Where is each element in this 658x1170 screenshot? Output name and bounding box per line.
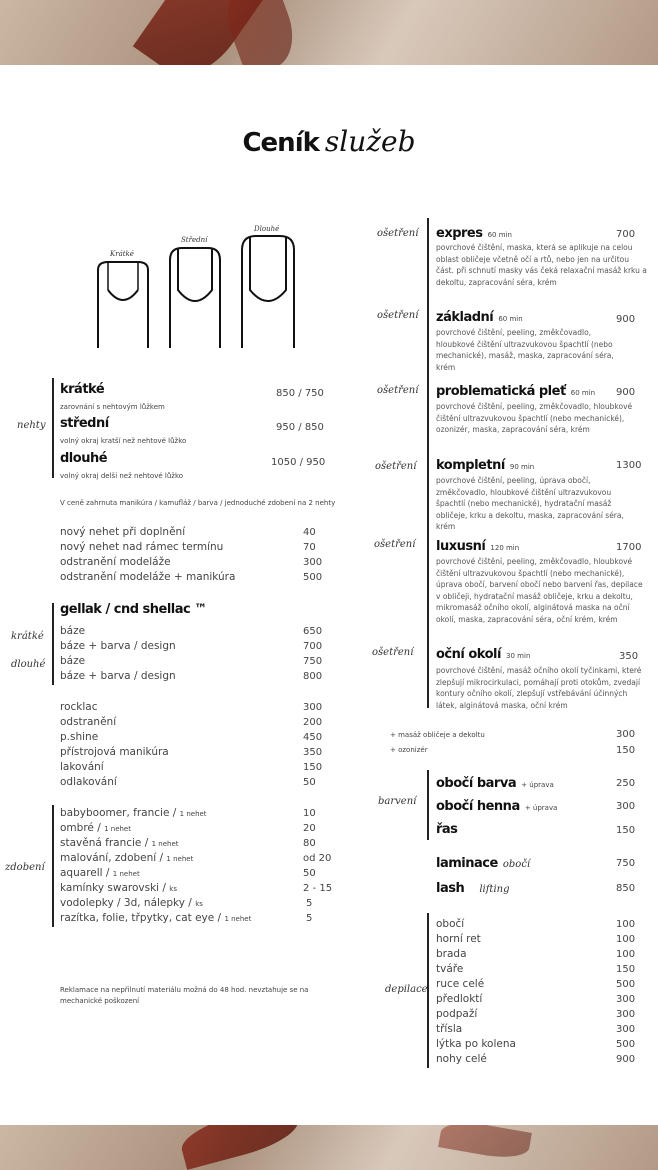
gel-item-price: 800 [303,671,323,682]
section-label-zdobeni: zdobení [5,862,45,873]
extra-item-price: 300 [303,557,323,568]
section-label-osetreni: ošetření [377,385,419,396]
zdobeni-item-price: 50 [303,868,316,879]
barveni-item-extra: + úprava [521,781,554,789]
gel-item-name: báze + barva / design [60,670,176,682]
extra-item-name: odstranění modeláže + manikúra [60,571,236,583]
top-banner-image [0,0,658,65]
gel-header: gellak / cnd shellac ™ [60,602,207,617]
section-label-osetreni: ošetření [374,539,416,550]
extra-item-price: 500 [303,572,323,583]
zdobeni-item-unit: 1 nehet [166,855,194,863]
zdobeni-item-price: 80 [303,838,316,849]
gel-item-price: 700 [303,641,323,652]
nail-label-mid: Střední [181,236,208,244]
gel-label-short: krátké [11,631,44,642]
section-label-osetreni: ošetření [377,310,419,321]
section-label-osetreni: ošetření [377,228,419,239]
treatment-name: problematická pleť [436,384,566,399]
lash-name: lash [436,881,465,896]
gel-item-name: báze + barva / design [60,640,176,652]
other-item-price: 450 [303,732,323,743]
page-title: Ceník služeb [242,125,416,158]
other-item-price: 50 [303,777,316,788]
treatment-price: 700 [616,229,636,240]
zdobeni-item-price: 5 [306,898,313,909]
other-item-name: lakování [60,761,104,773]
depilace-item-price: 300 [616,994,636,1005]
barveni-item-extra: + úprava [524,804,558,812]
zdobeni-item-name: stavěná francie / [60,837,152,849]
section-label-nehty: nehty [17,420,46,431]
lash-price: 850 [616,883,636,894]
nail-item-desc: zarovnání s nehtovým lůžkem [60,403,165,411]
gel-label-long: dlouhé [11,659,46,670]
treatment-name: základní [436,310,494,325]
depilace-item-name: horní ret [436,933,481,945]
gel-item-name: báze [60,655,86,667]
zdobeni-item-price: 10 [303,808,316,819]
addon-name: + ozonizér [390,746,428,754]
depilace-item-name: obočí [436,918,465,930]
extra-item-name: odstranění modeláže [60,556,171,568]
zdobeni-item-price: 5 [306,913,313,924]
section-label-barveni: barvení [378,796,417,807]
treatment-price: 900 [616,314,636,325]
other-item-price: 150 [303,762,323,773]
nail-item-price: 950 / 850 [276,422,324,433]
treatment-name: luxusní [436,539,486,554]
treatment-desc: povrchové čištění, peeling, změkčovadlo, hloubkové čištění ultrazvukovou špachtlí (nebo mechanické), masáž, maska, zapracování séra, krém [436,328,614,372]
depilace-item-price: 100 [616,934,636,945]
barveni-item-name: obočí henna [436,799,520,814]
nail-item-name: krátké [60,382,105,397]
zdobeni-item-price: 2 - 15 [303,883,333,894]
barveni-item-name: řas [436,822,458,837]
zdobeni-item-unit: ks [169,885,177,893]
depilace-item-price: 900 [616,1054,636,1065]
divider [52,603,54,685]
depilace-item-price: 150 [616,964,636,975]
zdobeni-item-price: 20 [303,823,316,834]
depilace-item-name: předloktí [436,993,483,1005]
depilace-item-price: 100 [616,919,636,930]
nail-label-short: Krátké [110,250,134,258]
gel-item-name: báze [60,625,86,637]
depilace-item-name: ruce celé [436,978,485,990]
zdobeni-item-name: malování, zdobení / [60,852,167,864]
zdobeni-item-name: razítka, folie, třpytky, cat eye / [60,912,225,924]
addon-price: 300 [616,729,636,740]
treatment-time: 60 min [570,389,596,397]
zdobeni-item-name: ombré / [60,822,105,834]
treatment-time: 120 min [490,544,520,552]
other-item-price: 300 [303,702,323,713]
zdobeni-item-unit: 1 nehet [179,810,207,818]
depilace-item-price: 500 [616,1039,636,1050]
zdobeni-item-name: babyboomer, francie / [60,807,180,819]
lash-script: lifting [479,884,510,895]
nail-item-price: 850 / 750 [276,388,324,399]
zdobeni-item-unit: 1 nehet [151,840,179,848]
treatment-desc: povrchové čištění, peeling, změkčovadlo, hloubkové čištění ultrazvukovou špachtlí (nebo mechanické), úprava obočí, barvení obočí nebo barvení řas, depilace v obličeji, hydratační masáž obličeje, krku a dekoltu, mikromasáž očního okolí, alginátová maska na oční okolí, maska, zapracování séra, oční krém, krém [436,557,643,624]
gel-item-price: 750 [303,656,323,667]
gel-item-price: 650 [303,626,323,637]
zdobeni-item-unit: 1 nehet [112,870,140,878]
depilace-item-price: 300 [616,1009,636,1020]
divider [427,218,429,708]
zdobeni-item-unit: 1 nehet [224,915,252,923]
zdobeni-item-unit: ks [195,900,203,908]
zdobeni-item-price: od 20 [303,853,332,864]
other-item-price: 350 [303,747,323,758]
depilace-item-name: lýtka po kolena [436,1038,516,1050]
treatment-price: 900 [616,387,636,398]
addon-price: 150 [616,745,636,756]
divider [427,770,429,840]
laminace-script: obočí [502,859,531,870]
treatment-desc: povrchové čištění, peeling, úprava obočí, změkčovadlo, hloubkové čištění ultrazvukovou špachtlí (nebo mechanické), hydratační masáž obličeje, krku a dekoltu, maska, zapracování séra, krém [436,476,624,531]
extra-item-name: nový nehet při doplnění [60,526,186,538]
barveni-item-price: 250 [616,778,636,789]
nail-item-name: dlouhé [60,451,108,466]
divider [52,378,54,478]
divider [52,805,54,927]
depilace-item-price: 300 [616,1024,636,1035]
section-label-osetreni: ošetření [375,461,417,472]
other-item-name: odlakování [60,776,117,788]
depilace-item-name: třísla [436,1023,463,1035]
bottom-banner-image [0,1125,658,1170]
other-item-price: 200 [303,717,323,728]
depilace-item-name: brada [436,948,467,960]
treatment-desc: povrchové čištění, maska, která se aplikuje na celou oblast obličeje včetně očí a rtů, nebo jen na určitou část. při schnutí masky vás čeká relaxační masáž krku a dekoltu, zapracování séra, krém [436,243,647,287]
laminace-price: 750 [616,858,636,869]
treatment-time: 60 min [487,231,512,239]
treatment-time: 60 min [498,315,523,323]
section-label-osetreni: ošetření [372,647,414,658]
treatment-name: expres [436,226,483,241]
barveni-item-name: obočí barva [436,776,517,791]
zdobeni-item-unit: 1 nehet [104,825,131,833]
barveni-item-price: 150 [616,825,636,836]
treatment-name: kompletní [436,458,505,473]
other-item-name: rocklac [60,701,98,713]
depilace-item-name: podpaží [436,1008,478,1020]
treatment-price: 1300 [616,460,642,471]
extra-item-name: nový nehet nad rámec termínu [60,541,224,553]
warranty-note: Reklamace na nepřilnutí materiálu možná do 48 hod. nevztahuje se na mechanické poškození [60,986,309,1005]
laminace-name: laminace [436,856,498,871]
depilace-item-price: 500 [616,979,636,990]
treatment-time: 90 min [509,463,535,471]
treatment-time: 30 min [506,652,531,660]
extra-item-price: 40 [303,527,316,538]
other-item-name: p.shine [60,731,99,743]
price-list-page [0,65,658,1125]
treatment-desc: povrchové čištění, masáž očního okolí tyčinkami, které zlepšují mikrocirkulaci, pomáhají proti otokům, zvedají kontury očního okolí, zlepšují vstřebávání účinných látek, alginátová maska, oční krém [436,666,642,710]
nail-item-desc: volný okraj kratší než nehtové lůžko [60,437,187,445]
included-note: V ceně zahrnuta manikúra / kamufláž / barva / jednoduché zdobení na 2 nehty [60,499,336,507]
zdobeni-item-name: vodolepky / 3d, nálepky / [60,897,196,909]
nail-item-price: 1050 / 950 [271,457,326,468]
treatment-price: 1700 [616,542,642,553]
barveni-item-price: 300 [616,801,636,812]
zdobeni-item-name: kamínky swarovski / [60,882,170,894]
other-item-name: odstranění [60,716,117,728]
depilace-item-price: 100 [616,949,636,960]
treatment-name: oční okolí [436,647,501,662]
nail-item-name: střední [60,416,109,431]
depilace-item-name: tváře [436,963,464,975]
extra-item-price: 70 [303,542,316,553]
treatment-price: 350 [619,651,639,662]
nail-label-long: Dlouhé [254,225,280,233]
other-item-name: přístrojová manikúra [60,746,169,758]
section-label-depilace: depilace [385,984,428,995]
nail-item-desc: volný okraj delší než nehtové lůžko [60,472,184,480]
depilace-item-name: nohy celé [436,1053,487,1065]
addon-name: + masáž obličeje a dekoltu [390,731,485,739]
treatment-desc: povrchové čištění, peeling, změkčovadlo, hloubkové čištění ultrazvukovou špachtlí (nebo mechanické), ozonizér, maska, zapracování séra, krém [436,402,633,434]
zdobeni-item-name: aquarell / [60,867,113,879]
